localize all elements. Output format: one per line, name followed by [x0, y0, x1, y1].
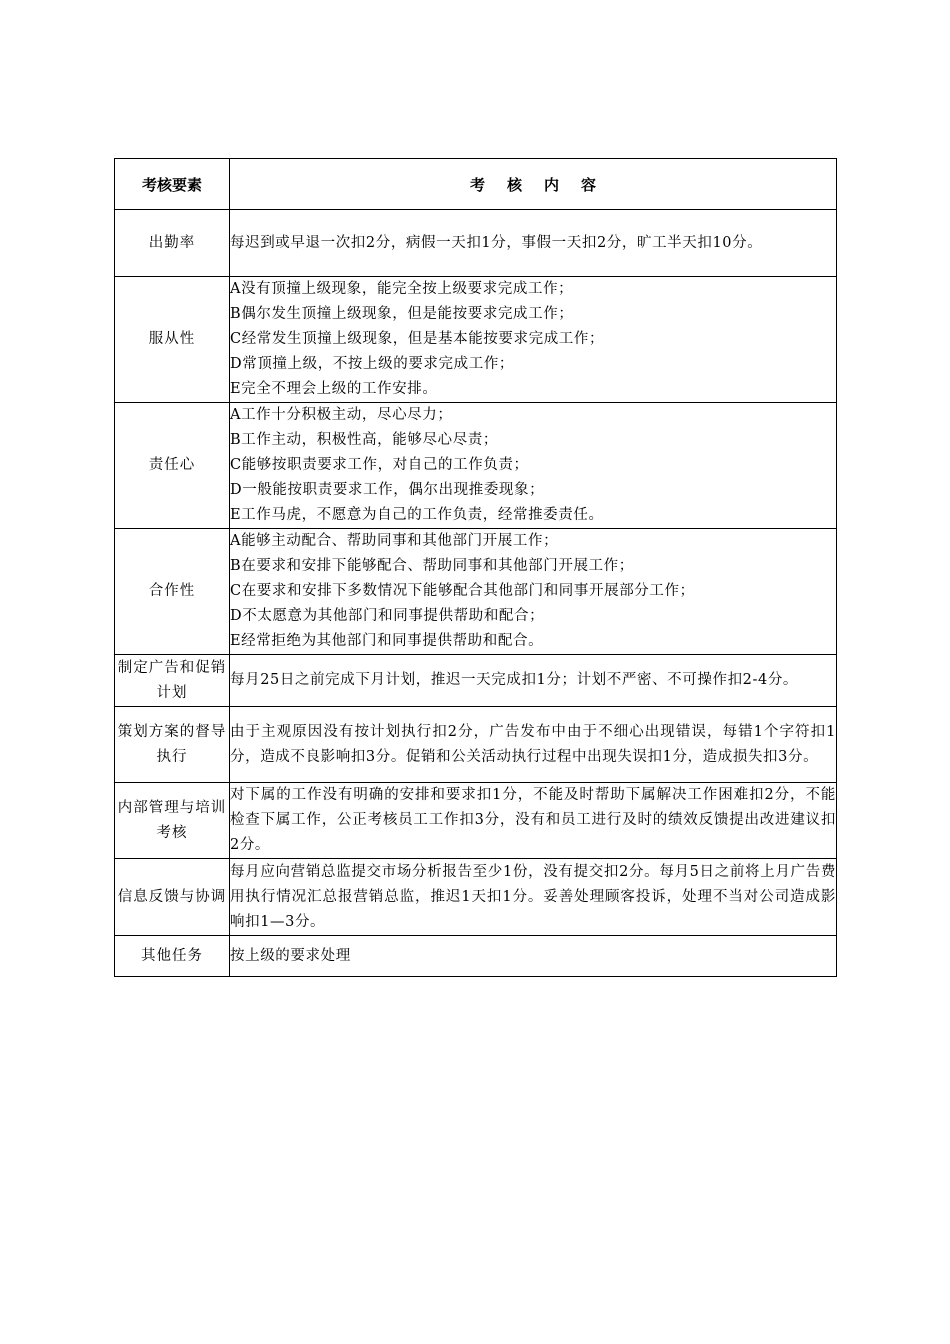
row-content: 按上级的要求处理	[230, 936, 837, 977]
assessment-table	[114, 158, 837, 977]
row-content: 对下属的工作没有明确的安排和要求扣1分，不能及时帮助下属解决工作困难扣2分，不能检查下属工作，公正考核员工工作扣3分，没有和员工进行及时的绩效反馈提出改进建议扣2分。	[230, 783, 837, 859]
table-row	[115, 783, 837, 859]
header-content: 考核内容	[230, 159, 837, 210]
table-row	[115, 859, 837, 936]
row-content: A没有顶撞上级现象，能完全按上级要求完成工作； B偶尔发生顶撞上级现象，但是能按要求完成工作； C经常发生顶撞上级现象，但是基本能按要求完成工作； D常顶撞上级，不按上级的要求完成工作； E完全不理会上级的工作安排。	[230, 277, 837, 403]
table-row	[115, 707, 837, 783]
row-content: 每迟到或早退一次扣2分，病假一天扣1分，事假一天扣2分，旷工半天扣10分。	[230, 210, 837, 277]
row-element: 服从性	[115, 277, 230, 403]
row-element: 制定广告和促销计划	[115, 655, 230, 707]
row-element: 出勤率	[115, 210, 230, 277]
table-row	[115, 277, 837, 403]
row-element: 策划方案的督导执行	[115, 707, 230, 783]
row-content: 由于主观原因没有按计划执行扣2分，广告发布中由于不细心出现错误，每错1个字符扣1分，造成不良影响扣3分。促销和公关活动执行过程中出现失误扣1分，造成损失扣3分。	[230, 707, 837, 783]
table-row	[115, 403, 837, 529]
table-row	[115, 936, 837, 977]
row-element: 内部管理与培训考核	[115, 783, 230, 859]
row-content: 每月25日之前完成下月计划，推迟一天完成扣1分；计划不严密、不可操作扣2-4分。	[230, 655, 837, 707]
row-element: 合作性	[115, 529, 230, 655]
row-content: A能够主动配合、帮助同事和其他部门开展工作； B在要求和安排下能够配合、帮助同事和其他部门开展工作； C在要求和安排下多数情况下能够配合其他部门和同事开展部分工作； D不太愿意为其他部门和同事提供帮助和配合； E经常拒绝为其他部门和同事提供帮助和配合。	[230, 529, 837, 655]
table-row	[115, 210, 837, 277]
table-row	[115, 529, 837, 655]
row-element: 其他任务	[115, 936, 230, 977]
row-element: 信息反馈与协调	[115, 859, 230, 936]
row-element: 责任心	[115, 403, 230, 529]
row-content: 每月应向营销总监提交市场分析报告至少1份，没有提交扣2分。每月5日之前将上月广告费用执行情况汇总报营销总监，推迟1天扣1分。妥善处理顾客投诉，处理不当对公司造成影响扣1—3分。	[230, 859, 837, 936]
table-row	[115, 655, 837, 707]
header-element: 考核要素	[115, 159, 230, 210]
row-content: A工作十分积极主动，尽心尽力； B工作主动，积极性高，能够尽心尽责； C能够按职责要求工作，对自己的工作负责； D一般能按职责要求工作，偶尔出现推委现象； E工作马虎，不愿意为自己的工作负责，经常推委责任。	[230, 403, 837, 529]
table-header-row	[115, 159, 837, 210]
